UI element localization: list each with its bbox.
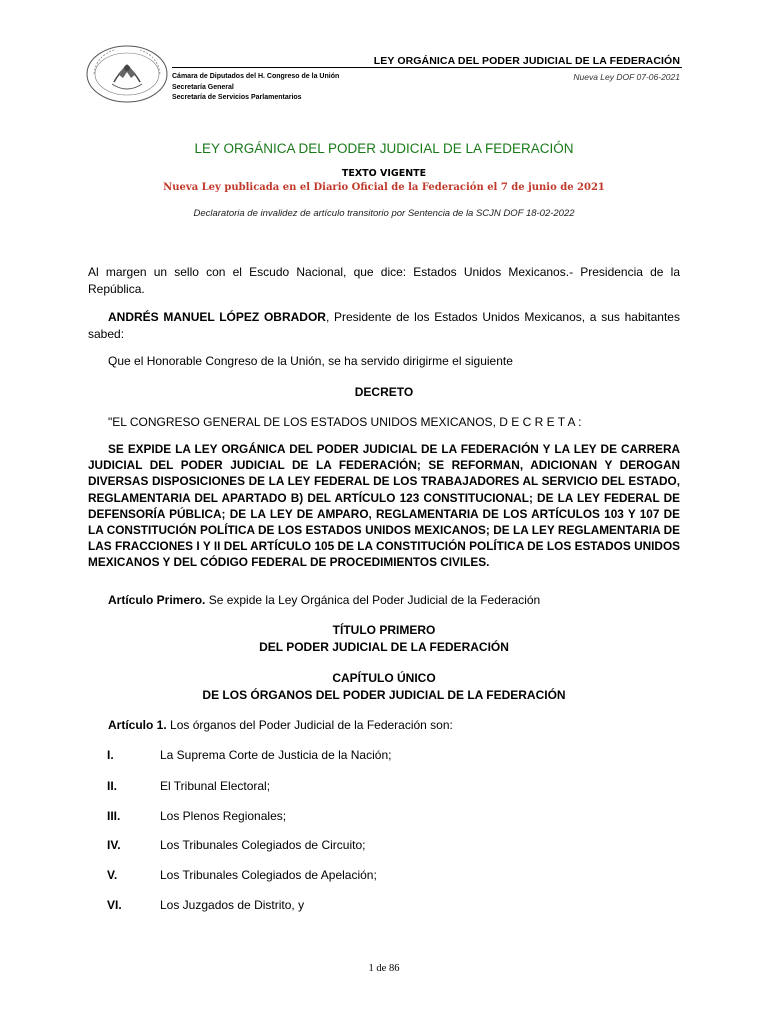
list-item-number: IV. [107,838,121,852]
institution-line-secretaria-general: Secretaría General [172,83,234,91]
congress-paragraph: Que el Honorable Congreso de la Unión, se ha servido dirigirme el siguiente [108,354,513,368]
list-item-number: VI. [107,898,122,912]
margin-note-paragraph: Al margen un sello con el Escudo Nacional, que dice: Estados Unidos Mexicanos.- Presidencia de la República. [88,265,680,296]
texto-vigente-label: TEXTO VIGENTE [341,168,427,179]
list-item-number: V. [107,868,118,882]
decreta-paragraph: "EL CONGRESO GENERAL DE LOS ESTADOS UNIDOS MEXICANOS, D E C R E T A : [108,415,582,429]
article-1-paragraph [88,717,680,734]
institution-line-camara: Cámara de Diputados del H. Congreso de la Unión [172,73,340,80]
article-primero-text: Se expide la Ley Orgánica del Poder Judicial de la Federación [205,593,541,607]
titulo-primero-heading: TÍTULO PRIMERO [332,623,436,637]
invalidity-declaration-note: Declaratoria de invalidez de artículo transitorio por Sentencia de la SCJN DOF 18-02-2022 [193,208,575,219]
capitulo-unico-subheading: DE LOS ÓRGANOS DEL PODER JUDICIAL DE LA FEDERACIÓN [202,688,566,702]
president-text: , Presidente de los Estados Unidos Mexicanos, a sus habitantes sabed: [88,310,680,341]
president-name: ANDRÉS MANUEL LÓPEZ OBRADOR [108,310,326,324]
capitulo-unico-heading: CAPÍTULO ÚNICO [332,671,436,685]
article-1-label: Artículo 1. [108,718,167,732]
document-title: LEY ORGÁNICA DEL PODER JUDICIAL DE LA FEDERACIÓN [194,141,574,156]
article-primero-paragraph [88,592,680,609]
list-item-text: La Suprema Corte de Justicia de la Nación; [160,748,392,762]
institution-block [172,72,339,104]
page-number: 1 de 86 [368,963,400,974]
list-item-text: Los Tribunales Colegiados de Apelación; [160,868,377,882]
list-item-text: El Tribunal Electoral; [160,779,271,793]
article-primero-label: Artículo Primero. [108,593,206,607]
decreto-heading: DECRETO [354,385,414,399]
list-item-number: II. [107,779,118,793]
list-item-text: Los Plenos Regionales; [160,809,287,823]
list-item-text: Los Tribunales Colegiados de Circuito; [160,838,366,852]
header-rule [172,67,682,68]
decree-summary-paragraph: SE EXPIDE LA LEY ORGÁNICA DEL PODER JUDICIAL DE LA FEDERACIÓN Y LA LEY DE CARRERA JUDICIAL DEL PODER JUDICIAL DE LA FEDERACIÓN; SE REFORMAN, ADICIONAN Y DEROGAN DIVERSAS DISPOSICIONES DE LA LEY FEDERAL DE LOS TRABAJADORES AL SERVICIO DEL ESTADO, REGLAMENTARIA DEL APARTADO B) DEL ARTÍCULO 123 CONSTITUCIONAL; DE LA LEY FEDERAL DE DEFENSORÍA PÚBLICA; DE LA LEY DE AMPARO, REGLAMENTARIA DE LOS ARTÍCULOS 103 Y 107 DE LA CONSTITUCIÓN POLÍTICA DE LOS ESTADOS UNIDOS MEXICANOS; DE LA LEY REGLAMENTARIA DE LAS FRACCIONES I Y II DEL ARTÍCULO 105 DE LA CONSTITUCIÓN POLÍTICA DE LOS ESTADOS UNIDOS MEXICANOS Y DEL CÓDIGO FEDERAL DE PROCEDIMIENTOS CIVILES. [88,442,680,570]
list-item-text: Los Juzgados de Distrito, y [160,898,305,912]
national-seal-icon [84,44,170,104]
president-paragraph [88,309,680,342]
list-item-number: III. [107,809,121,823]
list-item-number: I. [107,748,114,762]
article-1-text: Los órganos del Poder Judicial de la Federación son: [166,718,453,732]
header-law-title: LEY ORGÁNICA DEL PODER JUDICIAL DE LA FEDERACIÓN [373,55,680,67]
titulo-primero-subheading: DEL PODER JUDICIAL DE LA FEDERACIÓN [259,640,509,654]
publication-note: Nueva Ley publicada en el Diario Oficial de la Federación el 7 de junio de 2021 [163,182,605,193]
dof-reference: Nueva Ley DOF 07-06-2021 [573,72,680,82]
institution-line-servicios: Secretaría de Servicios Parlamentarios [172,94,302,101]
